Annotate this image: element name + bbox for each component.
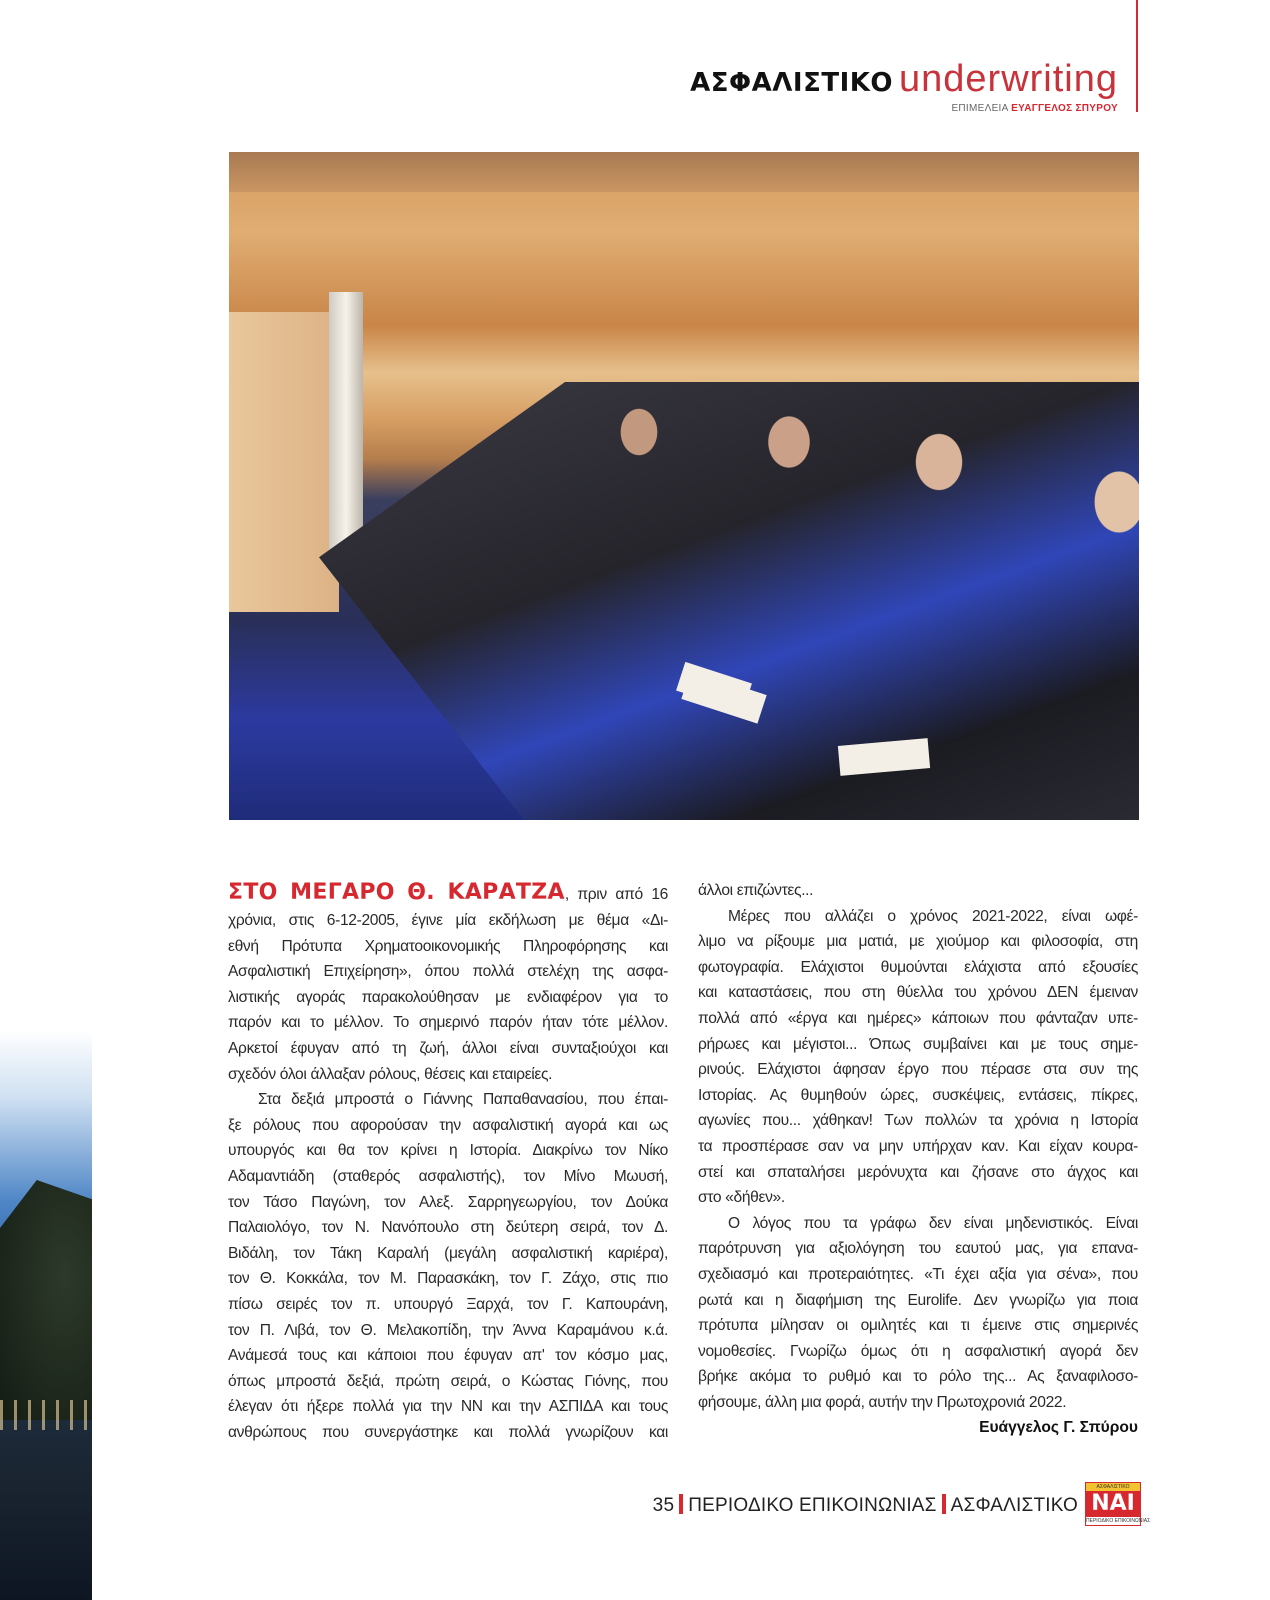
article-line: ανθρώπους που συνεργάστηκε και πολλά γνωρίζουν και	[228, 1423, 668, 1441]
article-lead-line	[228, 878, 668, 908]
logo-top: ΑΣΦΑΛΙΣΤΙΚΟ	[1086, 1483, 1140, 1491]
article-line: σχεδιασμό και προτεραιότητες. «Τι έχει αξία για σένα», που	[698, 1265, 1138, 1283]
article-line: τον Τάσο Παγώνη, τον Αλεξ. Σαρρηγεωργίου, τον Δούκα	[228, 1193, 668, 1211]
section-header	[690, 60, 1118, 100]
magazine-logo	[1085, 1482, 1151, 1526]
logo-text: ΝΑΙ	[1086, 1491, 1140, 1517]
article-line: όπως μπροστά δεξιά, πρώτη σειρά, ο Κώστας Γιόνης, που	[228, 1372, 668, 1390]
photo-wall	[229, 312, 339, 612]
author-signature: Ευάγγελος Γ. Σπύρου	[979, 1419, 1138, 1437]
article-line: Ιστορίας. Ας θυμηθούν ώρες, συσκέψεις, εντάσεις, πίκρες,	[698, 1086, 1138, 1104]
article-line: νομοθεσίες. Γνωρίζω όμως ότι η ασφαλιστική αγορά δεν	[698, 1342, 1138, 1360]
article-line: εθνή Πρότυπα Χρηματοοικονομικής Πληροφόρησης και	[228, 937, 668, 955]
section-title: ΑΣΦΑΛΙΣΤΙΚΟ	[690, 68, 893, 98]
article-line: τα προσπέρασε σαν να μην υπήρχαν καν. Και είχαν κουρα-	[698, 1137, 1138, 1155]
article-line: τον Θ. Κοκκάλα, τον Μ. Παρασκάκη, τον Γ. Ζάχο, στις πιο	[228, 1270, 668, 1288]
logo-bottom: ΠΕΡΙΟΔΙΚΟ ΕΠΙΚΟΙΝΩΝΙΑΣ	[1086, 1518, 1151, 1524]
article-line: Βιδάλη, τον Τάκη Καραλή (μεγάλη ασφαλιστική καριέρα),	[228, 1244, 668, 1262]
article-line: άλλοι επιζώντες...	[698, 882, 814, 899]
article-line: Ασφαλιστική Επιχείρηση», όπου πολλά στελέχη της ασφα-	[228, 963, 668, 981]
article-line: Μέρες που αλλάζει ο χρόνος 2021-2022, είναι ωφέ-	[728, 907, 1138, 925]
article-line: ξε ρόλους που αφορούσαν την ασφαλιστική αγορά και ως	[228, 1116, 668, 1134]
footer-magazine: ΠΕΡΙΟΔΙΚΟ ΕΠΙΚΟΙΝΩΝΙΑΣ	[688, 1495, 937, 1516]
article-line: Αδαμαντιάδη (σταθερός ασφαλιστής), τον Μίνο Μωυσή,	[228, 1167, 668, 1185]
article-line: πολλά από «έργα και ημέρες» κάποιων που φάνταζαν υπε-	[698, 1009, 1138, 1027]
article-line: υπουργός και θα τον κρίνει η Ιστορία. Διακρίνω τον Νίκο	[228, 1142, 668, 1160]
article-column-1	[228, 878, 668, 1445]
page-footer	[653, 1494, 1078, 1518]
article-line: και καταστάσεις, που στη θύελλα του χρόνου ΔΕΝ έμειναν	[698, 984, 1138, 1002]
article-line: λιμο να ρίξουμε μια ματιά, με χιούμορ και φιλοσοφία, στη	[698, 933, 1138, 951]
article-line: Παλαιολόγο, τον Ν. Νανόπουλο στη δεύτερη σειρά, τον Δ.	[228, 1219, 668, 1237]
article-line: χρόνια, στις 6-12-2005, έγινε μία εκδήλωση με θέμα «Δι-	[228, 912, 668, 929]
article-line: στεί και σπαταλήσει μερόνυχτα και ζήσανε στο άγχος και	[698, 1163, 1138, 1181]
article-line: Ανάμεσά τους και κάποιοι που έφυγαν απ' τον κόσμο μας,	[228, 1347, 668, 1365]
article-line: Ο λόγος που τα γράφω δεν είναι μηδενιστικός. Είναι	[728, 1214, 1138, 1232]
article-line: πίσω σειρές τον π. υπουργό Ξαρχά, τον Γ. Καπουράνη,	[228, 1295, 668, 1313]
editor-name: ΕΥΑΓΓΕΛΟΣ ΣΠΥΡΟΥ	[1011, 103, 1118, 114]
side-image-strip	[0, 1030, 92, 1600]
strip-lights	[0, 1400, 92, 1430]
article-line: σχεδόν όλοι άλλαξαν ρόλους, θέσεις και εταιρείες.	[228, 1065, 553, 1083]
article-column-2	[698, 878, 1138, 1441]
article-line: παρότρυνση για αξιολόγηση του εαυτού μας, για επανα-	[698, 1240, 1138, 1258]
article-line: ρινούς. Ελάχιστοι άφησαν έργο που πέρασε στα συν της	[698, 1061, 1138, 1079]
footer-separator	[679, 1494, 683, 1514]
strip-trees	[0, 1180, 92, 1420]
header-divider	[1136, 0, 1138, 112]
article-line: φωτογραφία. Ελάχιστοι θυμούνται ελάχιστα από εξουσίες	[698, 958, 1138, 976]
photo-ceiling	[229, 152, 1139, 192]
article-line: φήσουμε, άλλη μια φορά, αυτήν την Πρωτοχρονιά 2022.	[698, 1393, 1067, 1411]
article-lead: ΣΤΟ ΜΕΓΑΡΟ Θ. ΚΑΡΑΤΖΑ	[228, 880, 565, 905]
article-line: πρότυπα μίλησαν οι ομιλητές και τι έμεινε στις σημερινές	[698, 1317, 1138, 1335]
auditorium-photo	[229, 152, 1139, 820]
article-line: έλεγαν ότι ήξερε πολλά για την ΝΝ και την ΑΣΠΙΔΑ και τους	[228, 1398, 668, 1416]
editor-credit	[951, 103, 1118, 115]
section-subtitle: underwriting	[899, 58, 1118, 100]
footer-separator	[942, 1494, 946, 1514]
article-line: αγωνίες που... χάθηκαν! Των πολλών τα χρόνια η Ιστορία	[698, 1112, 1138, 1130]
footer-section: ΑΣΦΑΛΙΣΤΙΚΟ	[950, 1495, 1078, 1516]
article-line: ρήρωες και μέγιστοι... Όπως συμβαίνει και με τους σημε-	[698, 1035, 1138, 1053]
article-line: παρόν και το μέλλον. Το σημερινό παρόν ήταν τότε μέλλον.	[228, 1014, 668, 1032]
article-lead-rest: , πριν από 16	[564, 886, 669, 903]
photo-audience	[319, 382, 1139, 820]
article-line: Αρκετοί έφυγαν από τη ζωή, άλλοι είναι συνταξιούχοι και	[228, 1039, 668, 1057]
article-line: στο «δήθεν».	[698, 1189, 785, 1207]
article-line: τον Π. Λιβά, τον Θ. Μελακοπίδη, την Άννα Καραμάνου κ.ά.	[228, 1321, 668, 1339]
article-line: βρήκε ακόμα το ρυθμό και το ρόλο της... Ας ξαναφιλοσο-	[698, 1368, 1138, 1386]
editor-label: ΕΠΙΜΕΛΕΙΑ	[951, 103, 1009, 114]
article-line: λιστικής αγοράς παρακολούθησαν με ενδιαφέρον για το	[228, 988, 668, 1006]
article-line: ρωτά και η διαφήμιση της Eurolife. Δεν γνωρίζω για ποια	[698, 1291, 1138, 1309]
article-line: Στα δεξιά μπροστά ο Γιάννης Παπαθανασίου, που έπαι-	[258, 1091, 668, 1109]
page-number: 35	[652, 1495, 675, 1516]
